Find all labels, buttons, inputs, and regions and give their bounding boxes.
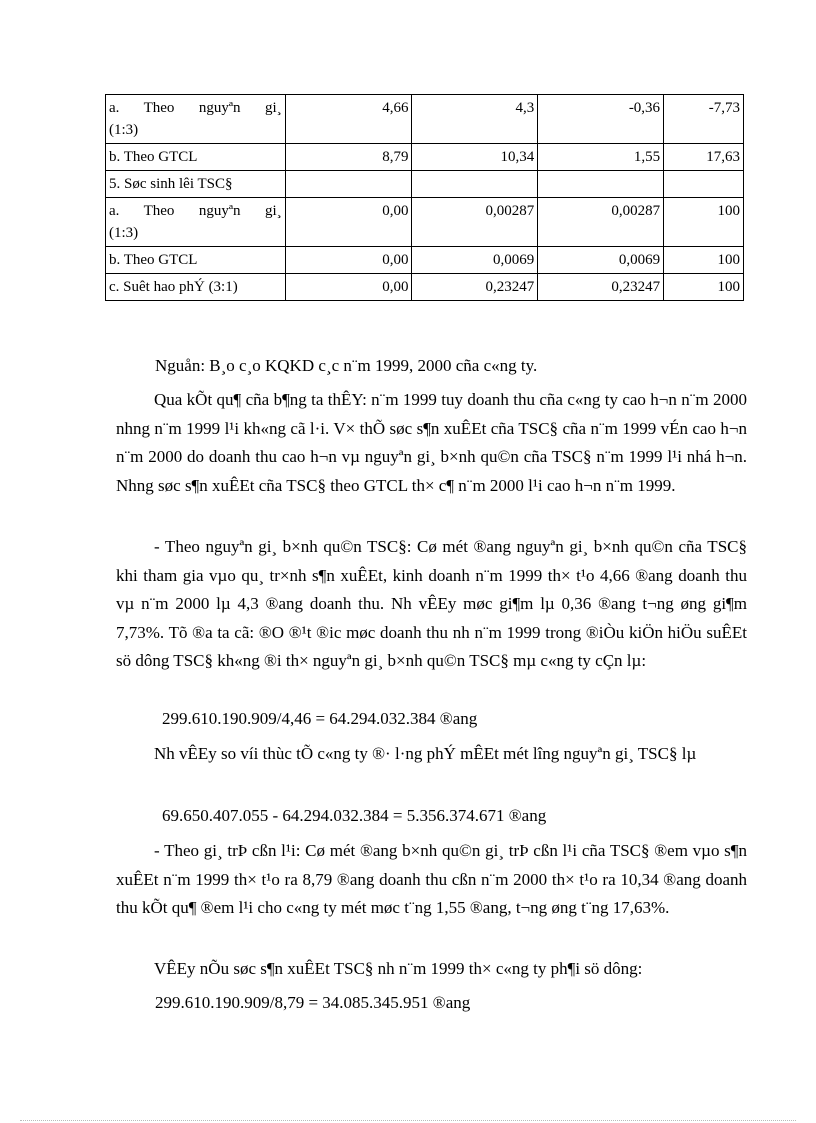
row-label: 5. Søc sinh lêi TSC§ xyxy=(106,171,286,198)
table-cell: 0,23247 xyxy=(412,274,538,301)
calculation-2: 69.650.407.055 - 64.294.032.384 = 5.356.374.671 ®ang xyxy=(162,806,547,825)
table-cell: 1,55 xyxy=(538,144,664,171)
calculation-1: 299.610.190.909/4,46 = 64.294.032.384 ®ang xyxy=(162,709,478,728)
calculation-3: 299.610.190.909/8,79 = 34.085.345.951 ®ang xyxy=(155,993,471,1012)
page-bottom-divider xyxy=(20,1120,796,1121)
row-label-line2: (1:3) xyxy=(109,225,139,241)
table-cell: 8,79 xyxy=(285,144,412,171)
data-table xyxy=(105,94,744,301)
table-row xyxy=(106,247,744,274)
table-cell: 0,00287 xyxy=(538,198,664,247)
table-cell: 100 xyxy=(664,274,744,301)
table-cell xyxy=(285,171,412,198)
table-row xyxy=(106,198,744,247)
table-cell: 0,0069 xyxy=(538,247,664,274)
table-cell: 0,23247 xyxy=(538,274,664,301)
paragraph-4: - Theo gi¸ trÞ cßn l¹i: Cø mét ®ang b×nh qu©n gi¸ trÞ cßn l¹i cña TSC§ ®em vµo s¶n xuÊEt n¨m 1999 th× t¹o ra 8,79 ®ang doanh thu cßn n¨m 2000 th× t¹o ra 10,34 ®ang doanh thu kÕt qu¶ ®em l¹i cho c«ng ty mét møc t¨ng 1,55 ®ang, t¬ng øng t¨ng 17,63%. xyxy=(116,841,747,917)
table-row xyxy=(106,144,744,171)
table-row xyxy=(106,95,744,144)
row-label: b. Theo GTCL xyxy=(106,247,286,274)
table-cell: 4,66 xyxy=(285,95,412,144)
table-cell xyxy=(538,171,664,198)
table-row xyxy=(106,274,744,301)
table-cell: 0,00287 xyxy=(412,198,538,247)
row-label-line1: a. Theo nguyªn gi¸ xyxy=(109,203,282,219)
table-cell xyxy=(412,171,538,198)
row-label xyxy=(106,198,286,247)
paragraph-3: Nh vÊEy so víi thùc tÕ c«ng ty ®· l·ng phÝ mÊEt mét lîng nguyªn gi¸ TSC§ lµ xyxy=(154,744,697,763)
table-cell: 0,00 xyxy=(285,198,412,247)
source-note: Nguån: B¸o c¸o KQKD c¸c n¨m 1999, 2000 cña c«ng ty. xyxy=(155,356,538,375)
row-label: c. Suêt hao phÝ (3:1) xyxy=(106,274,286,301)
row-label: b. Theo GTCL xyxy=(106,144,286,171)
table-cell: 0,0069 xyxy=(412,247,538,274)
table-cell: 10,34 xyxy=(412,144,538,171)
table-cell: 17,63 xyxy=(664,144,744,171)
table-cell: 0,00 xyxy=(285,247,412,274)
table-cell: -0,36 xyxy=(538,95,664,144)
paragraph-1: Qua kÕt qu¶ cña b¶ng ta thÊY: n¨m 1999 tuy doanh thu cña c«ng ty cao h¬n n¨m 2000 nhng n¨m 1999 l¹i kh«ng cã l·i. V× thÕ søc s¶n xuÊEt cña TSC§ cña n¨m 1999 vÉn cao h¬n n¨m 2000 do doanh thu cao h¬n vµ nguyªn gi¸ b×nh qu©n cña TSC§ n¨m 1999 l¹i nhá h¬n. Nhng søc s¶n xuÊEt cña TSC§ theo GTCL th× c¶ n¨m 2000 l¹i cao h¬n n¨m 1999. xyxy=(116,390,747,495)
table-cell: 4,3 xyxy=(412,95,538,144)
table-cell: -7,73 xyxy=(664,95,744,144)
table-cell: 0,00 xyxy=(285,274,412,301)
paragraph-5: VÊEy nÕu søc s¶n xuÊEt TSC§ nh n¨m 1999 th× c«ng ty ph¶i sö dông: xyxy=(154,959,643,978)
table-cell: 100 xyxy=(664,247,744,274)
paragraph-2: - Theo nguyªn gi¸ b×nh qu©n TSC§: Cø mét ®ang nguyªn gi¸ b×nh qu©n cña TSC§ khi tham gia vµo qu¸ tr×nh s¶n xuÊEt, kinh doanh n¨m 1999 th× t¹o 4,66 ®ang doanh thu vµ n¨m 2000 lµ 4,3 ®ang doanh thu. Nh vÊEy møc gi¶m lµ 0,36 ®ang t¬ng øng gi¶m 7,73%. Tõ ®a ta cã: ®O ®¹t ®ic møc doanh thu nh n¨m 1999 trong ®iÒu kiÖn hiÖu suÊEt sö dông TSC§ kh«ng ®i th× nguyªn gi¸ b×nh qu©n TSC§ mµ c«ng ty cÇn lµ: xyxy=(116,537,747,670)
row-label xyxy=(106,95,286,144)
table-row xyxy=(106,171,744,198)
row-label-line1: a. Theo nguyªn gi¸ xyxy=(109,100,282,116)
row-label-line2: (1:3) xyxy=(109,122,139,138)
table-cell xyxy=(664,171,744,198)
table-cell: 100 xyxy=(664,198,744,247)
